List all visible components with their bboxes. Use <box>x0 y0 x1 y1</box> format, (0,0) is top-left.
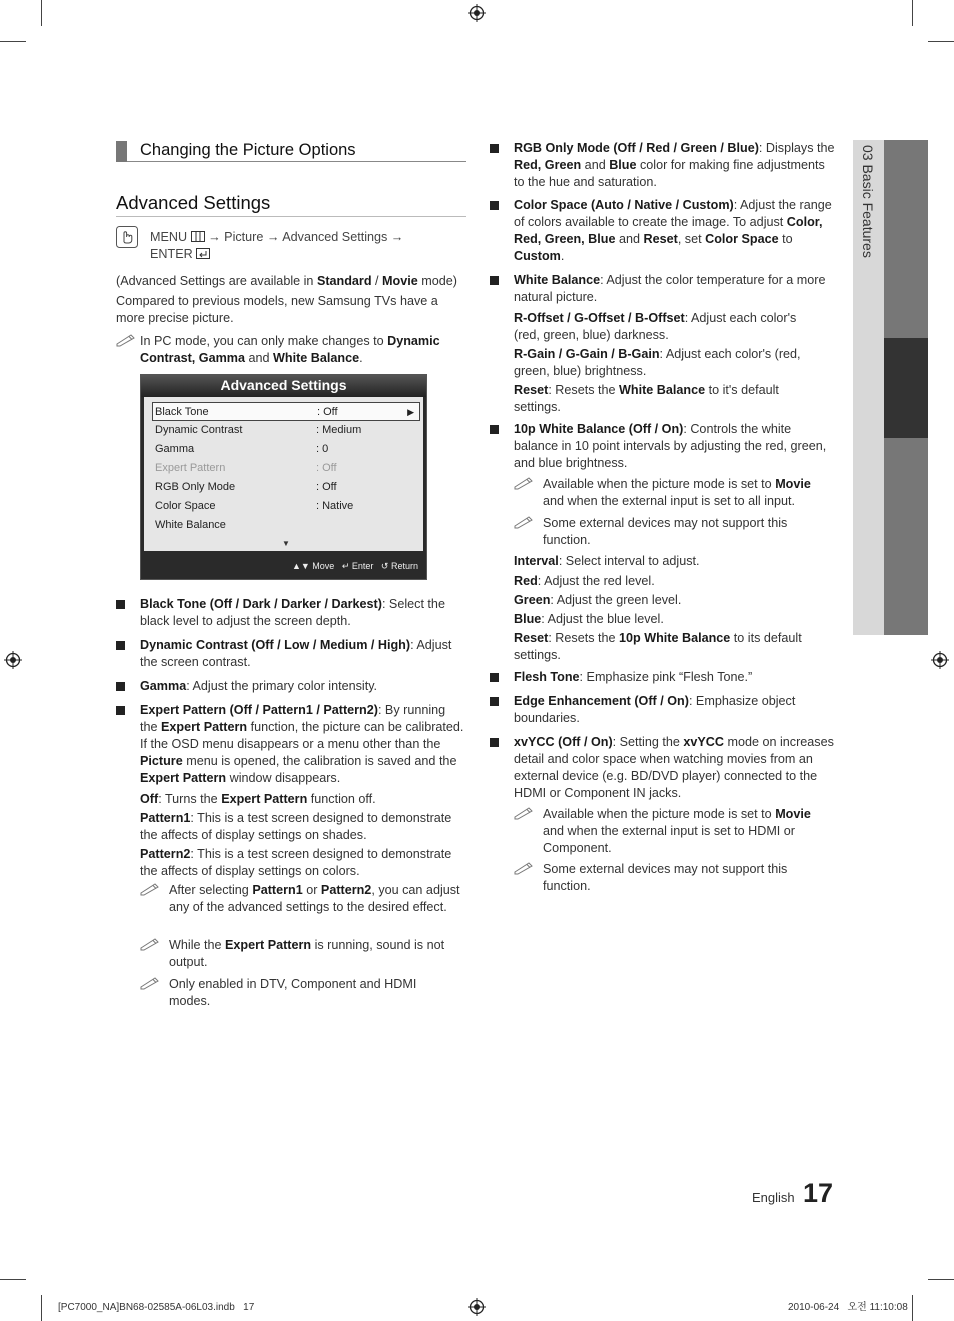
crop-mark <box>0 41 26 42</box>
blue-text: Blue: Adjust the blue level. <box>514 612 664 626</box>
bullet-square-icon <box>490 425 499 434</box>
pencil-note-icon <box>514 515 536 529</box>
section-title-bar <box>116 141 466 162</box>
osd-row-expert-pattern: Expert Pattern : Off <box>155 462 337 474</box>
bullet-square-icon <box>490 276 499 285</box>
registration-mark-icon <box>468 4 486 22</box>
availability-text: (Advanced Settings are available in Standard / Movie mode) <box>116 274 457 288</box>
bullet-square-icon <box>116 682 125 691</box>
note-movie-hdmi: Available when the picture mode is set to Movie and when the external input is set to HDMI or Component. <box>514 806 819 857</box>
note-enabled-modes: Only enabled in DTV, Component and HDMI modes. <box>140 976 440 1010</box>
crop-mark <box>41 0 42 26</box>
chapter-tab-active-block <box>884 338 928 438</box>
pencil-note-icon <box>140 882 162 896</box>
advanced-settings-osd <box>140 374 427 580</box>
bullet-square-icon <box>490 201 499 210</box>
note-external-support: Some external devices may not support this function. <box>514 515 814 549</box>
chapter-tab-block <box>884 438 928 635</box>
note-movie-all-input: Available when the picture mode is set to Movie and when the external input is set to all input. <box>514 476 834 510</box>
pc-mode-note: In PC mode, you can only make changes to Dynamic Contrast, Gamma and White Balance. <box>116 333 466 367</box>
print-file-info: [PC7000_NA]BN68-02585A-06L03.indb 17 <box>58 1302 255 1313</box>
note-pattern-select: After selecting Pattern1 or Pattern2, you can adjust any of the advanced settings to the desired effect. <box>140 882 466 916</box>
gain-text: R-Gain / G-Gain / B-Gain: Adjust each color's (red, green, blue) brightness. <box>514 347 801 378</box>
menu-path <box>150 229 450 263</box>
registration-mark-icon <box>931 651 949 669</box>
crop-mark <box>912 1295 913 1321</box>
green-text: Green: Adjust the green level. <box>514 593 682 607</box>
print-date-info: 2010-06-24 오전 11:10:08 <box>788 1302 908 1313</box>
bullet-black-tone: Black Tone (Off / Dark / Darker / Darkest): Select the black level to adjust the screen depth. <box>116 596 466 630</box>
scroll-down-icon[interactable]: ▼ <box>282 539 290 548</box>
registration-mark-icon <box>4 651 22 669</box>
bullet-rgb-only-mode: RGB Only Mode (Off / Red / Green / Blue): Displays the Red, Green and Blue color for making fine adjustments to the hue and saturation. <box>490 140 835 191</box>
return-icon: ↺ <box>380 561 389 571</box>
osd-row-dynamic-contrast[interactable]: Dynamic Contrast : Medium <box>155 424 362 436</box>
move-icon: ▲▼ <box>291 561 310 571</box>
registration-mark-icon <box>468 1298 486 1316</box>
bullet-dynamic-contrast: Dynamic Contrast (Off / Low / Medium / High): Adjust the screen contrast. <box>116 637 466 671</box>
section-marker <box>116 141 127 162</box>
red-text: Red: Adjust the red level. <box>514 574 655 588</box>
menu-label: MENU <box>150 230 188 244</box>
chapter-tab-block <box>884 140 928 338</box>
note-expert-sound: While the Expert Pattern is running, sound is not output. <box>140 937 466 971</box>
pencil-note-icon <box>514 861 536 875</box>
note-external-support-2: Some external devices may not support this function. <box>514 861 814 895</box>
pencil-note-icon <box>140 976 162 990</box>
right-arrow-icon: ▶ <box>407 407 414 417</box>
crop-mark <box>41 1295 42 1321</box>
pencil-note-icon <box>514 806 536 820</box>
pencil-note-icon <box>140 937 162 951</box>
interval-text: Interval: Select interval to adjust. <box>514 554 700 568</box>
osd-footer: ▲▼ Move ↵ Enter ↺ Return <box>291 561 418 571</box>
crop-mark <box>912 0 913 26</box>
offset-text: R-Offset / G-Offset / B-Offset: Adjust each color's (red, green, blue) darkness. <box>514 311 797 342</box>
menu-path-text: → Picture → Advanced Settings → <box>208 230 404 244</box>
pencil-note-icon <box>514 476 536 490</box>
crop-mark <box>928 1279 954 1280</box>
bullet-flesh-tone: Flesh Tone: Emphasize pink “Flesh Tone.” <box>490 669 835 686</box>
pattern1-text: Pattern1: This is a test screen designed to demonstrate the affects of display settings on shades. <box>140 811 452 842</box>
crop-mark <box>0 1279 26 1280</box>
footer-language: English <box>752 1190 795 1205</box>
osd-menu-body <box>144 397 423 551</box>
page-number: 17 <box>803 1178 834 1208</box>
crop-mark <box>928 41 954 42</box>
osd-row-gamma[interactable]: Gamma : 0 <box>155 443 329 455</box>
bullet-white-balance: White Balance: Adjust the color temperature for a more natural picture. <box>490 272 835 306</box>
bullet-xvycc: xvYCC (Off / On): Setting the xvYCC mode on increases detail and color space when watching movies from an external device (e.g. BD/DVD player) connected to the HDMI or Component IN jacks. <box>490 734 835 802</box>
bullet-gamma: Gamma: Adjust the primary color intensity. <box>116 678 466 695</box>
bullet-square-icon <box>116 641 125 650</box>
bullet-expert-pattern: Expert Pattern (Off / Pattern1 / Pattern2): By running the Expert Pattern function, the picture can be calibrated. If the OSD menu disappears or a menu other than the Picture menu is opened, the calibration is saved and the Expert Pattern window disappears. <box>116 702 466 787</box>
hand-touch-icon <box>116 226 138 248</box>
chapter-tab-label: 03 Basic Features <box>860 145 876 258</box>
bullet-square-icon <box>490 738 499 747</box>
reset-white-balance-text: Reset: Resets the White Balance to it's default settings. <box>514 383 779 414</box>
enter-label: ENTER <box>150 247 193 261</box>
bullet-color-space: Color Space (Auto / Native / Custom): Adjust the range of colors available to create the image. To adjust Color, Red, Green, Blue and Reset, set Color Space to Custom. <box>490 197 835 265</box>
page-heading: Advanced Settings <box>116 193 466 217</box>
bullet-square-icon <box>116 706 125 715</box>
osd-title: Advanced Settings <box>141 375 426 397</box>
reset-10p-text: Reset: Resets the 10p White Balance to its default settings. <box>514 631 802 662</box>
bullet-edge-enhancement: Edge Enhancement (Off / On): Emphasize object boundaries. <box>490 693 835 727</box>
pattern2-text: Pattern2: This is a test screen designed to demonstrate the affects of display settings on colors. <box>140 847 452 878</box>
bullet-10p-white-balance: 10p White Balance (Off / On): Controls the white balance in 10 point intervals by adjusting the red, green, and blue brightness. <box>490 421 835 472</box>
bullet-square-icon <box>490 697 499 706</box>
compared-text: Compared to previous models, new Samsung TVs have a more precise picture. <box>116 294 438 325</box>
bullet-square-icon <box>490 144 499 153</box>
section-title: Changing the Picture Options <box>140 141 356 159</box>
menu-icon <box>191 231 205 242</box>
osd-row-white-balance[interactable]: White Balance <box>155 519 226 531</box>
enter-icon <box>196 248 210 259</box>
bullet-square-icon <box>490 673 499 682</box>
osd-row-color-space[interactable]: Color Space : Native <box>155 500 354 512</box>
enter-icon: ↵ <box>341 561 350 571</box>
osd-row-black-tone[interactable]: Black Tone : Off ▶ <box>152 402 420 421</box>
bullet-square-icon <box>116 600 125 609</box>
osd-row-rgb-only-mode[interactable]: RGB Only Mode : Off <box>155 481 337 493</box>
chapter-side-tab <box>853 140 928 635</box>
pencil-note-icon <box>116 333 138 347</box>
expert-off-text: Off: Turns the Expert Pattern function off. <box>140 792 376 806</box>
